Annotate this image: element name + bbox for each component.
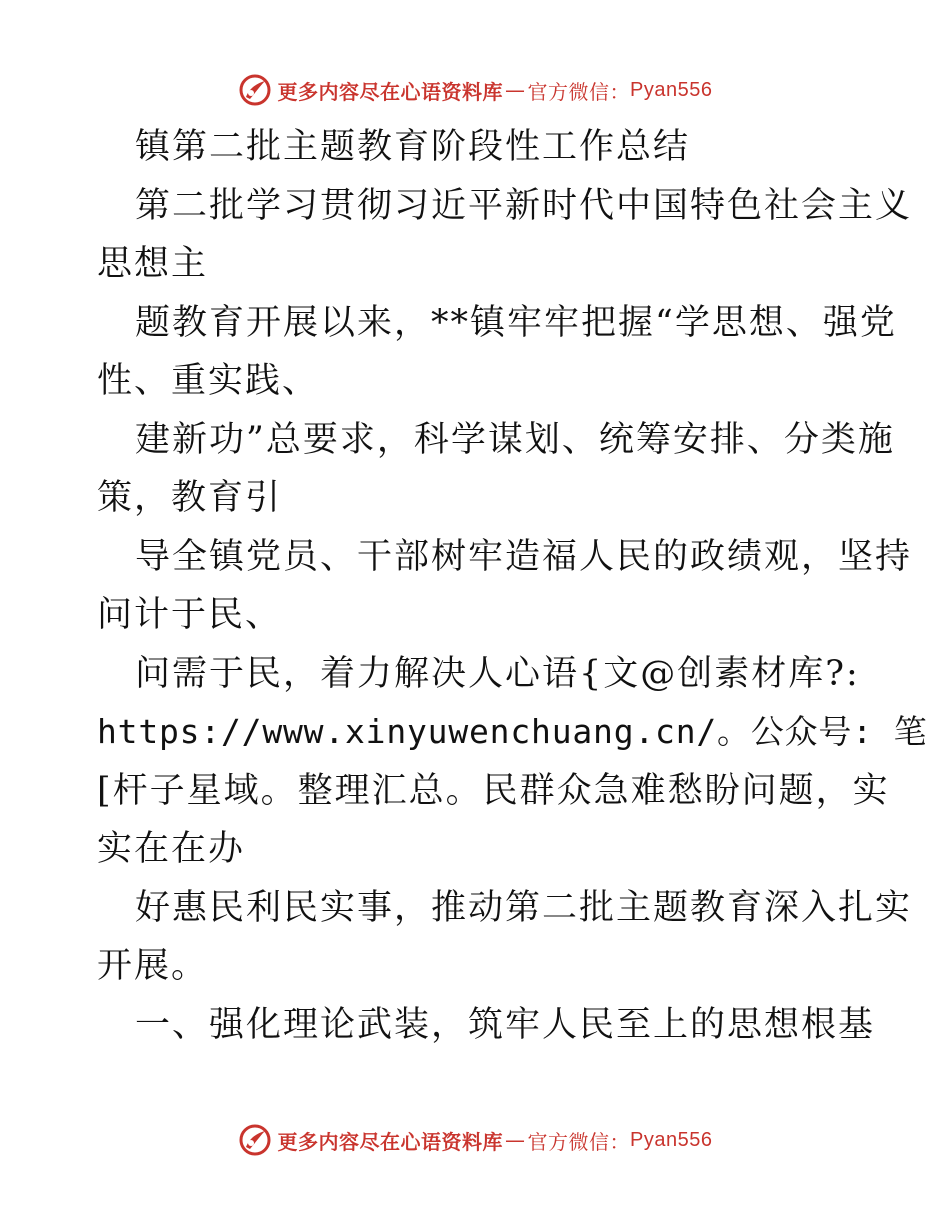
footer-watermark-banner xyxy=(0,1120,950,1160)
ink-brush-seal-icon xyxy=(238,73,272,107)
banner-separator: — xyxy=(505,1128,526,1152)
document-line: 思想主 xyxy=(97,244,209,284)
document-line: 题教育开展以来，**镇牢牢把握“学思想、强党 xyxy=(135,302,897,343)
document-line: 建新功”总要求，科学谋划、统筹安排、分类施 xyxy=(135,419,895,460)
brand-name: 更多内容尽在心语资料库 xyxy=(277,79,504,104)
ink-brush-seal-icon xyxy=(238,1123,272,1157)
brand-name: 更多内容尽在心语资料库 xyxy=(277,1129,504,1154)
document-line: 问需于民，着力解决人心语{文@创素材库?: xyxy=(135,653,860,694)
header-watermark-banner xyxy=(0,70,950,110)
document-line: 导全镇党员、干部树牢造福人民的政绩观，坚持 xyxy=(135,536,913,577)
document-line: 开展。 xyxy=(97,946,209,986)
wechat-id: Pyan556 xyxy=(630,78,713,101)
document-line: https://www.xinyuwenchuang.cn/。公众号: 笔 xyxy=(97,712,928,751)
document-line: 一、强化理论武装，筑牢人民至上的思想根基 xyxy=(135,1004,876,1045)
document-line: 第二批学习贯彻习近平新时代中国特色社会主义 xyxy=(135,185,913,226)
document-line: [杆子星域。整理汇总。民群众急难愁盼问题，实 xyxy=(97,770,890,811)
wechat-label: 官方微信： xyxy=(527,1129,631,1154)
document-line: 策，教育引 xyxy=(97,478,283,518)
document-line: 镇第二批主题教育阶段性工作总结 xyxy=(135,127,691,167)
wechat-label: 官方微信： xyxy=(527,79,631,104)
document-body xyxy=(97,118,928,1054)
document-line: 实在在办 xyxy=(97,829,246,869)
document-line: 问计于民、 xyxy=(97,595,283,635)
document-line: 好惠民利民实事，推动第二批主题教育深入扎实 xyxy=(135,887,913,928)
document-line: 性、重实践、 xyxy=(97,361,320,401)
banner-separator: — xyxy=(505,78,526,102)
wechat-id: Pyan556 xyxy=(630,1128,713,1151)
